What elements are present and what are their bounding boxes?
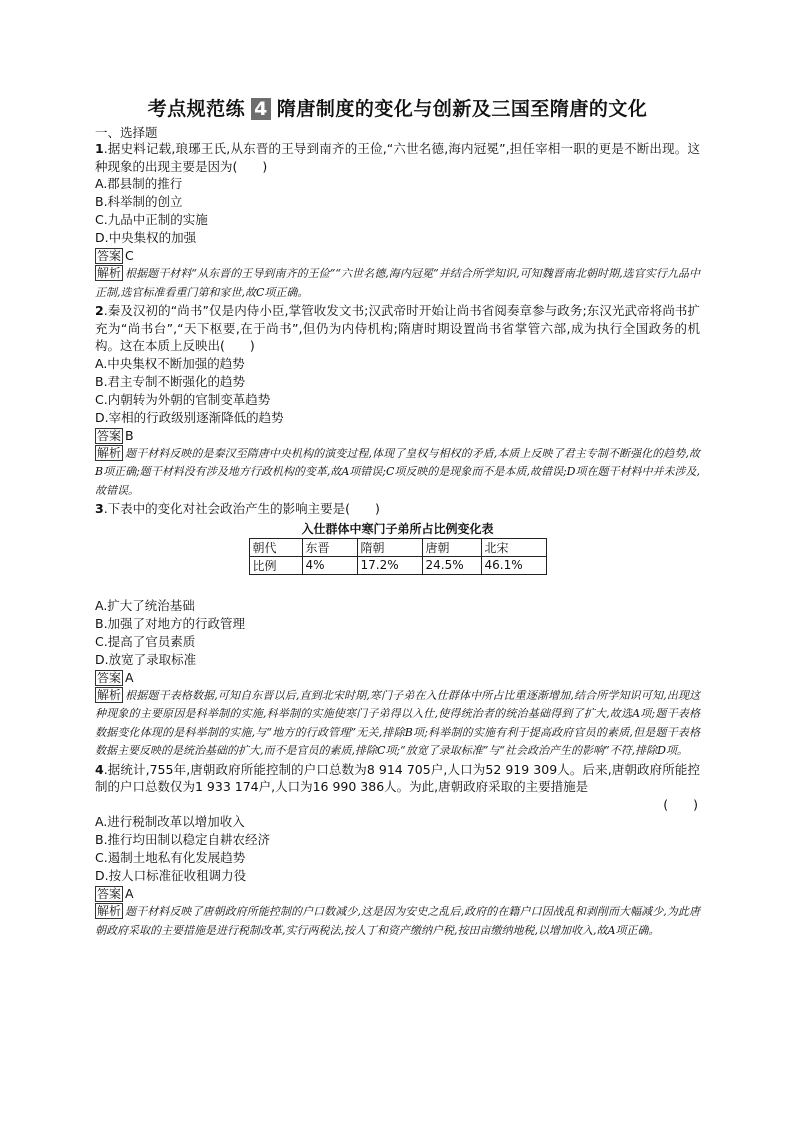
- option-a: A.中央集权不断加强的趋势: [95, 355, 245, 371]
- title-prefix: 考点规范练: [147, 98, 246, 120]
- page-title: [95, 94, 700, 121]
- question-4: [95, 761, 700, 941]
- answer-value: A: [125, 669, 134, 685]
- option-d: D.宰相的行政级别逐渐降低的趋势: [95, 409, 284, 425]
- question-number: 3: [95, 501, 104, 516]
- table-cell: 东晋: [302, 538, 357, 556]
- analysis-text: 根据题干材料“从东晋的王导到南齐的王俭”“六世名德,海内冠冕”并结合所学知识,可知魏晋南北朝时期,选官实行九品中正制,选官标准看重门第和家世,故C项正确。: [95, 267, 700, 299]
- question-number: 1: [95, 141, 104, 156]
- section-heading: 一、选择题: [95, 125, 158, 140]
- title-number-badge: 4: [251, 98, 271, 120]
- question-text: .据史料记载,琅琊王氏,从东晋的王导到南齐的王俭,“六世名德,海内冠冕”,担任宰相一职的更是不断出现。这种现象的出现主要是因为( ): [95, 141, 700, 174]
- answer-line: [95, 427, 700, 445]
- analysis-block: [95, 265, 700, 302]
- table-caption: 入仕群体中寒门子弟所占比例变化表: [301, 521, 494, 536]
- answer-line: [95, 885, 700, 903]
- option-d: D.按人口标准征收租调力役: [95, 868, 247, 883]
- question-number: 4: [95, 761, 104, 777]
- table-cell: 唐朝: [422, 538, 481, 556]
- option-c: C.提高了官员素质: [95, 633, 196, 649]
- analysis-tag: 解析: [97, 445, 122, 460]
- table-header-row: [249, 538, 546, 556]
- answer-value: B: [125, 427, 134, 443]
- question-stem: [95, 140, 700, 175]
- question-stem: [95, 761, 700, 796]
- analysis-tag: 解析: [97, 904, 122, 918]
- answer-line: [95, 669, 700, 687]
- question-text: .秦及汉初的“尚书”仅是内侍小臣,掌管收发文书;汉武帝时开始让尚书省阅奏章参与政务;东汉光武帝将尚书扩充为“尚书台”,“天下枢要,在于尚书”,但仍为内侍机构;隋唐时期设置尚书省掌管六部,成为执行全国政务的机构。这在本质上反映出( ): [95, 303, 700, 353]
- answer-tag: 答案: [97, 428, 122, 443]
- option-a: A.郡县制的推行: [95, 176, 183, 191]
- title-text: 隋唐制度的变化与创新及三国至隋唐的文化: [276, 98, 648, 120]
- question-text: .据统计,755年,唐朝政府所能控制的户口总数为8 914 705户,人口为52 919 309人。后来,唐朝政府所能控制的户口总数仅为1 933 174户,人口为16 990 386人。为此,唐朝政府采取的主要措施是: [95, 761, 700, 794]
- question-2: [95, 302, 700, 500]
- answer-value: C: [125, 248, 134, 263]
- question-number: 2: [95, 303, 104, 318]
- analysis-block: [95, 445, 700, 501]
- question-1: [95, 140, 700, 302]
- option-b: B.推行均田制以稳定自耕农经济: [95, 832, 271, 847]
- document-page: [95, 94, 700, 940]
- option-c: C.遏制土地私有化发展趋势: [95, 850, 246, 865]
- option-a: A.进行税制改革以增加收入: [95, 814, 245, 829]
- analysis-text: 题干材料反映的是秦汉至隋唐中央机构的演变过程,体现了皇权与相权的矛盾,本质上反映了君主专制不断强化的趋势,故B项正确;题干材料没有涉及地方行政机构的变革,故A项错误;C项反映的是现象而不是本质,故错误;D项在题干材料中并未涉及,故错误。: [95, 446, 700, 497]
- option-b: B.加强了对地方的行政管理: [95, 615, 246, 631]
- analysis-text: 题干材料反映了唐朝政府所能控制的户口数减少,这是因为安史之乱后,政府的在籍户口因战乱和剥削而大幅减少,为此唐朝政府采取的主要措施是进行税制改革,实行两税法,按人丁和资产缴纳户税,按田亩缴纳地税,以增加收入,故A项正确。: [95, 905, 700, 937]
- question-stem: [95, 302, 700, 355]
- table-cell: 北宋: [481, 538, 546, 556]
- option-d: D.中央集权的加强: [95, 230, 197, 245]
- option-d: D.放宽了录取标准: [95, 651, 197, 667]
- ratio-table: [249, 538, 547, 575]
- answer-line: [95, 247, 700, 265]
- question-stem: [95, 500, 700, 518]
- table-cell: 隋朝: [357, 538, 422, 556]
- analysis-tag: 解析: [97, 266, 122, 280]
- option-b: B.君主专制不断强化的趋势: [95, 373, 246, 389]
- spacer: [95, 575, 700, 597]
- analysis-tag: 解析: [97, 687, 122, 702]
- option-c: C.九品中正制的实施: [95, 212, 208, 227]
- answer-value: A: [125, 886, 134, 901]
- answer-paren: ( ): [663, 796, 698, 812]
- answer-tag: 答案: [97, 887, 122, 901]
- option-b: B.科举制的创立: [95, 194, 183, 209]
- answer-tag: 答案: [97, 249, 122, 263]
- question-3: [95, 500, 700, 761]
- table-cell: 朝代: [249, 538, 302, 556]
- table-cell: 46.1%: [481, 556, 546, 574]
- answer-tag: 答案: [97, 670, 122, 685]
- option-a: A.扩大了统治基础: [95, 597, 195, 613]
- table-cell: 4%: [302, 556, 357, 574]
- question-text: .下表中的变化对社会政治产生的影响主要是( ): [103, 501, 380, 516]
- table-cell: 比例: [249, 556, 302, 574]
- table-cell: 24.5%: [422, 556, 481, 574]
- analysis-block: [95, 903, 700, 940]
- option-c: C.内朝转为外朝的官制变革趋势: [95, 391, 271, 407]
- analysis-block: [95, 687, 700, 761]
- table-row: [249, 556, 546, 574]
- analysis-text: 根据题干表格数据,可知自东晋以后,直到北宋时期,寒门子弟在入仕群体中所占比重逐渐增加,结合所学知识可知,出现这种现象的主要原因是科举制的实施,科举制的实施使寒门子弟得以入仕,使得统治者的统治基础得到了扩大,故选A项;题干表格数据变化体现的是科举制的实施,与“地方的行政管理”无关,排除B项;科举制的实施有利于提高政府官员的素质,但是题干表格数据主要反映的是统治基础的扩大,而不是官员的素质,排除C项;“放宽了录取标准”与“社会政治产生的影响”不符,排除D项。: [95, 688, 700, 757]
- table-cell: 17.2%: [357, 556, 422, 574]
